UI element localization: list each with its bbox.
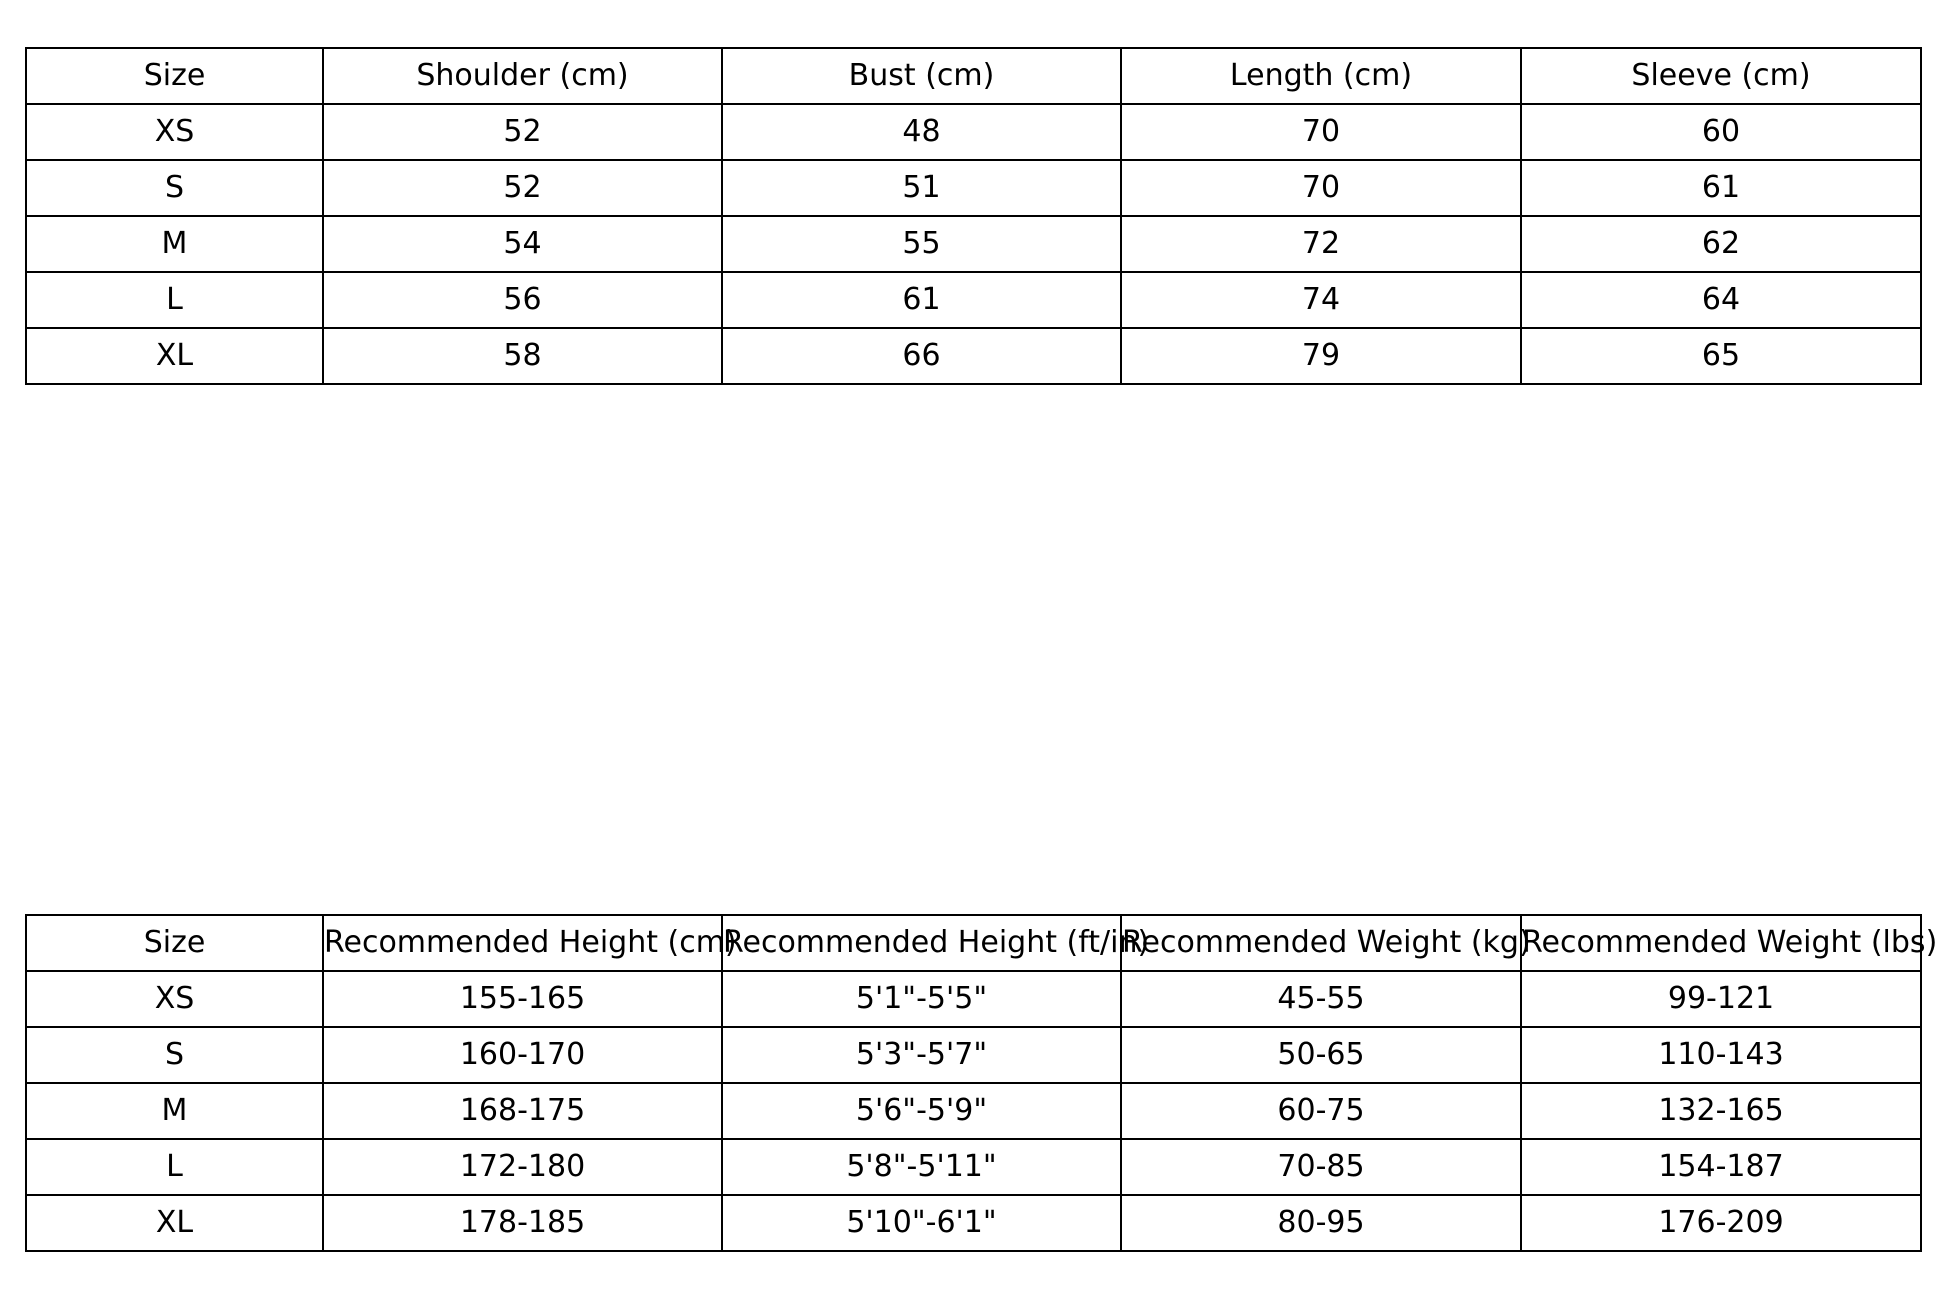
cell-bust: 61: [722, 272, 1121, 328]
cell-weight-lbs: 110-143: [1521, 1027, 1921, 1083]
cell-height-cm: 155-165: [323, 971, 722, 1027]
cell-weight-kg: 80-95: [1121, 1195, 1521, 1251]
cell-height-ftin: 5'6"-5'9": [722, 1083, 1121, 1139]
table-row: [26, 328, 1921, 384]
table-row: [26, 216, 1921, 272]
cell-length: 72: [1121, 216, 1521, 272]
garment-measurements-table: [25, 47, 1922, 385]
table-row: [26, 1027, 1921, 1083]
cell-weight-lbs: 99-121: [1521, 971, 1921, 1027]
cell-size: S: [26, 160, 323, 216]
column-header-sleeve: Sleeve (cm): [1521, 48, 1921, 104]
column-header-height-cm: [323, 915, 737, 971]
table-row: [26, 1195, 1921, 1251]
column-header-weight-lbs: [1521, 915, 1938, 971]
cell-bust: 51: [722, 160, 1121, 216]
cell-weight-lbs: 176-209: [1521, 1195, 1921, 1251]
column-header-bust: Bust (cm): [722, 48, 1121, 104]
cell-size: XL: [26, 1195, 323, 1251]
column-header-height-ftin-label: Recommended Height (ft/in): [723, 925, 1150, 960]
cell-weight-kg: 70-85: [1121, 1139, 1521, 1195]
cell-sleeve: 62: [1521, 216, 1921, 272]
cell-sleeve: 64: [1521, 272, 1921, 328]
table-row: [26, 104, 1921, 160]
column-header-shoulder: Shoulder (cm): [323, 48, 722, 104]
cell-height-cm: 172-180: [323, 1139, 722, 1195]
cell-size: S: [26, 1027, 323, 1083]
recommended-fit-table: [25, 914, 1938, 1252]
cell-shoulder: 54: [323, 216, 722, 272]
cell-height-cm: 168-175: [323, 1083, 722, 1139]
table-header-row: [26, 48, 1921, 104]
cell-sleeve: 65: [1521, 328, 1921, 384]
column-header-weight-lbs-label: Recommended Weight (lbs): [1522, 925, 1938, 960]
table-row: [26, 160, 1921, 216]
column-header-weight-kg-label: Recommended Weight (kg): [1122, 925, 1531, 960]
cell-size: L: [26, 272, 323, 328]
cell-weight-lbs: 132-165: [1521, 1083, 1921, 1139]
cell-length: 79: [1121, 328, 1521, 384]
cell-shoulder: 56: [323, 272, 722, 328]
cell-height-cm: 178-185: [323, 1195, 722, 1251]
cell-height-ftin: 5'8"-5'11": [722, 1139, 1121, 1195]
cell-weight-kg: 50-65: [1121, 1027, 1521, 1083]
table-row: [26, 272, 1921, 328]
column-header-size-label: Size: [143, 925, 206, 960]
cell-bust: 66: [722, 328, 1121, 384]
column-header-length: Length (cm): [1121, 48, 1521, 104]
column-header-height-cm-label: Recommended Height (cm): [324, 925, 737, 960]
column-header-size: [26, 915, 323, 971]
cell-sleeve: 61: [1521, 160, 1921, 216]
cell-height-ftin: 5'10"-6'1": [722, 1195, 1121, 1251]
cell-bust: 48: [722, 104, 1121, 160]
cell-size: XS: [26, 104, 323, 160]
cell-bust: 55: [722, 216, 1121, 272]
cell-size: L: [26, 1139, 323, 1195]
cell-height-ftin: 5'3"-5'7": [722, 1027, 1121, 1083]
cell-weight-kg: 45-55: [1121, 971, 1521, 1027]
cell-size: M: [26, 216, 323, 272]
cell-height-ftin: 5'1"-5'5": [722, 971, 1121, 1027]
cell-shoulder: 58: [323, 328, 722, 384]
cell-weight-lbs: 154-187: [1521, 1139, 1921, 1195]
cell-height-cm: 160-170: [323, 1027, 722, 1083]
column-header-size: Size: [26, 48, 323, 104]
cell-sleeve: 60: [1521, 104, 1921, 160]
cell-weight-kg: 60-75: [1121, 1083, 1521, 1139]
cell-length: 70: [1121, 104, 1521, 160]
column-header-weight-kg: [1121, 915, 1531, 971]
cell-size: M: [26, 1083, 323, 1139]
table-row: [26, 1083, 1921, 1139]
cell-size: XS: [26, 971, 323, 1027]
table-header-row: [26, 915, 1921, 971]
cell-size: XL: [26, 328, 323, 384]
cell-shoulder: 52: [323, 104, 722, 160]
cell-shoulder: 52: [323, 160, 722, 216]
column-header-height-ftin: [722, 915, 1150, 971]
cell-length: 74: [1121, 272, 1521, 328]
table-row: [26, 1139, 1921, 1195]
table-row: [26, 971, 1921, 1027]
cell-length: 70: [1121, 160, 1521, 216]
